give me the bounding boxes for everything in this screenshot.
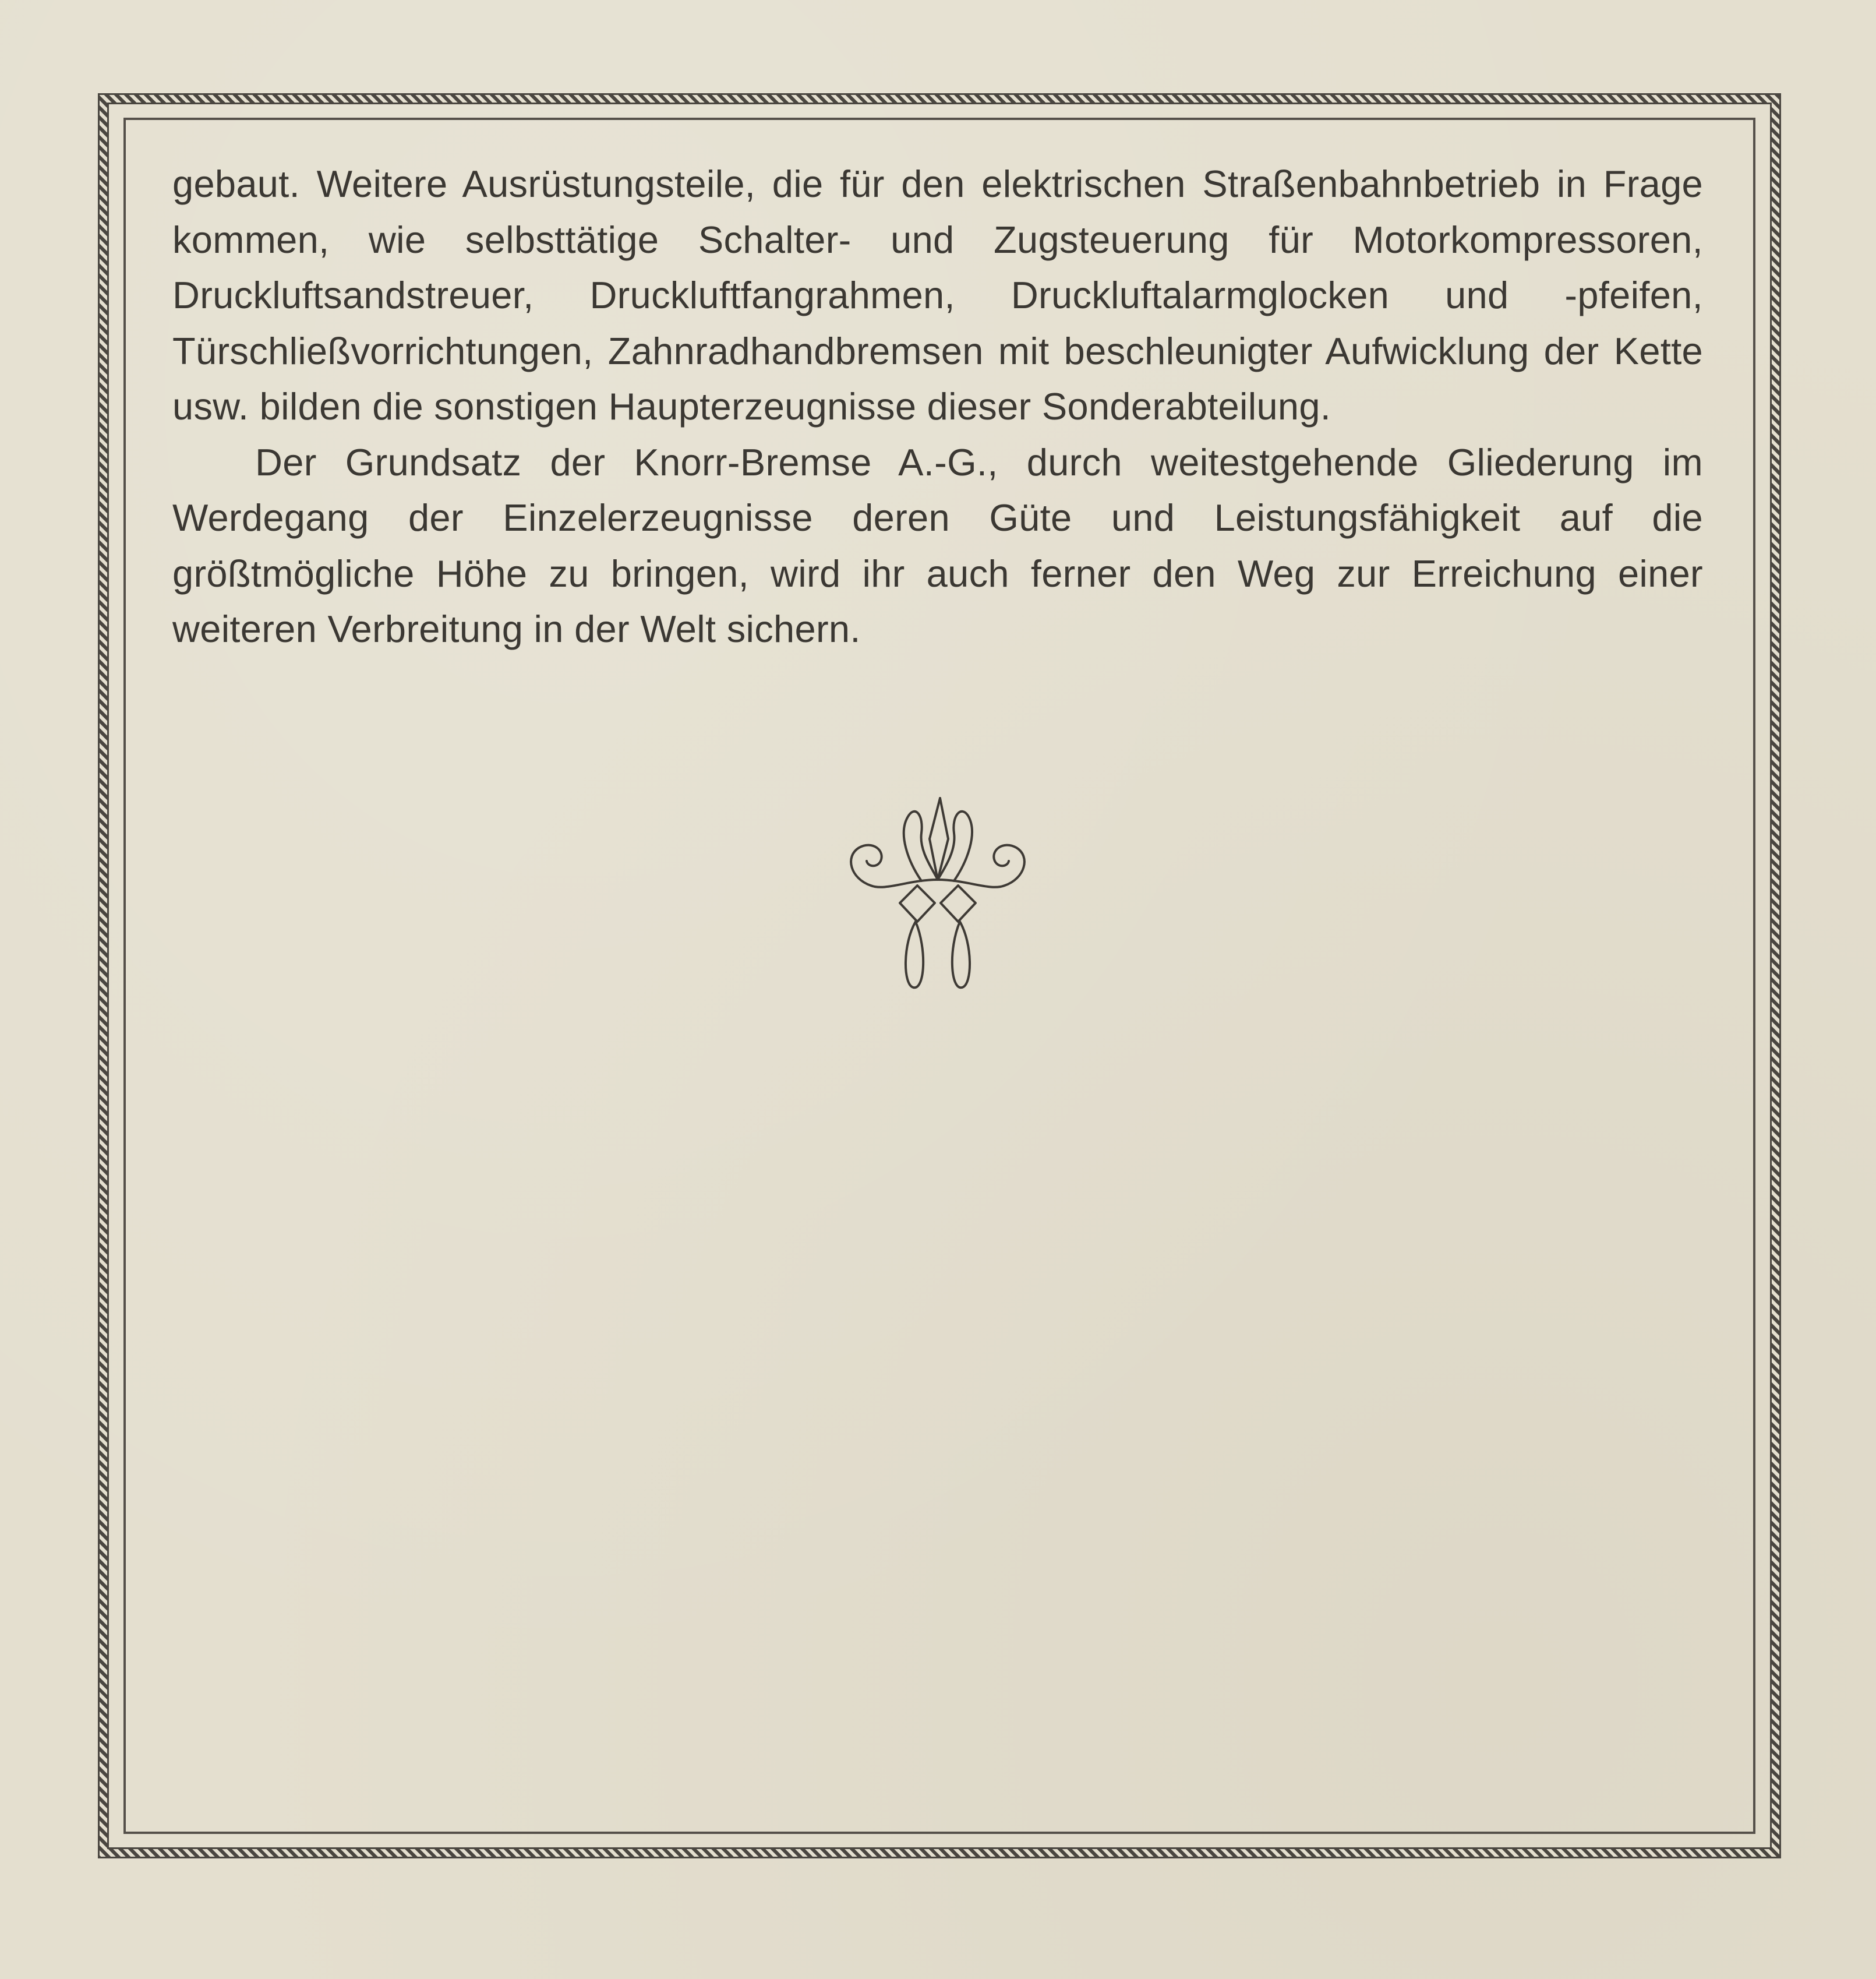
decorative-flourish-icon — [815, 792, 1060, 1037]
paragraph-1: gebaut. Weitere Ausrüstungsteile, die für den elektrischen Straßenbahnbetrieb in Frage kommen, wie selbsttätige Schalter- und Zugsteuerung für Motorkompressoren, Druckluftsandstreuer, Druckluftfangrahmen, Druckluftalarmglocken und -pfeifen, Türschließvorrichtungen, Zahnradhandbremsen mit beschleunigter Aufwicklung der Kette usw. bilden die sonstigen Haupterzeugnisse dieser Sonderabteilung. — [172, 163, 1703, 428]
paragraph-2: Der Grundsatz der Knorr-Bremse A.-G., durch weitestgehende Gliederung im Werdegang der Einzelerzeugnisse deren Güte und Leistungsfähigkeit auf die größtmögliche Höhe zu bringen, wird ihr auch ferner den Weg zur Erreichung einer weiteren Verbreitung in der Welt sichern. — [172, 440, 1703, 650]
body-text — [172, 156, 1703, 657]
